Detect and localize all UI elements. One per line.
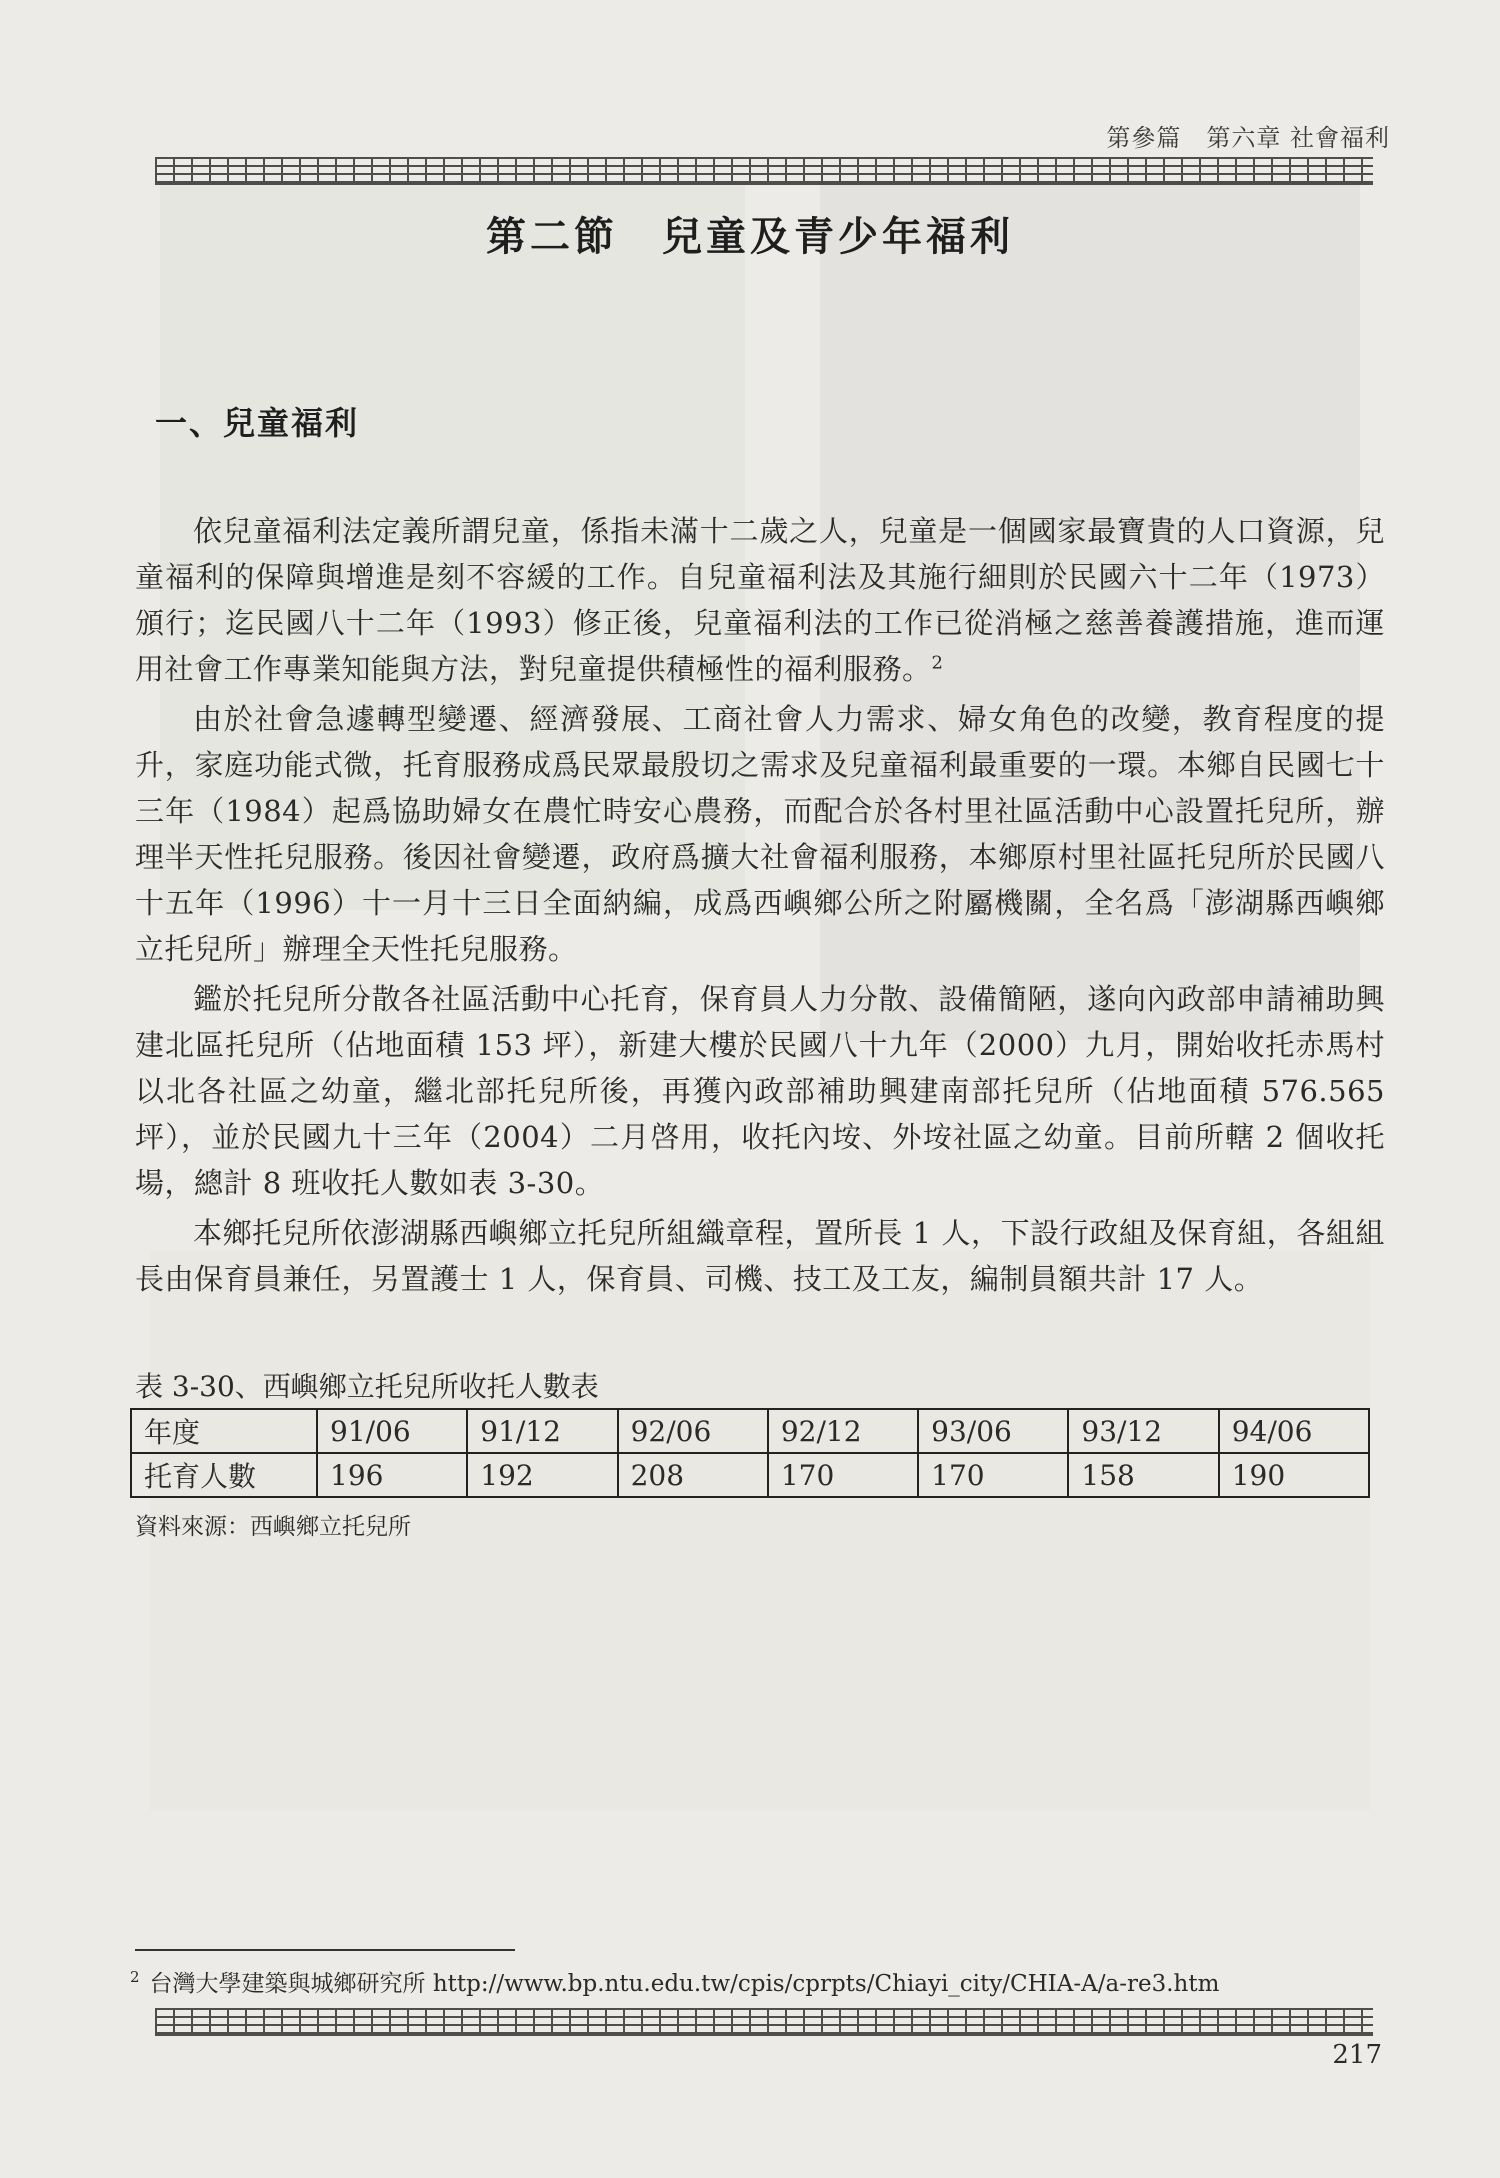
table-row <box>131 1453 1369 1497</box>
table-cell: 92/12 <box>768 1409 918 1453</box>
paragraph: 依兒童福利法定義所謂兒童，係指未滿十二歲之人，兒童是一個國家最寶貴的人口資源，兒童福利的保障與增進是刻不容緩的工作。自兒童福利法及其施行細則於民國六十二年（1973）頒行；迄民國八十二年（1993）修正後，兒童福利法的工作已從消極之慈善養護措施，進而運用社會工作專業知能與方法，對兒童提供積極性的福利服務。$^2$ <box>135 514 1385 686</box>
bottom-decorative-border <box>155 2008 1373 2036</box>
paragraph: 本鄉托兒所依澎湖縣西嶼鄉立托兒所組織章程，置所長 1 人，下設行政組及保育組，各組組長由保育員兼任，另置護士 1 人，保育員、司機、技工及工友，編制員額共計 17 人。 <box>135 1216 1385 1296</box>
table-caption: 表 3-30、西嶼鄉立托兒所收托人數表 <box>135 1370 599 1403</box>
running-head: 第參篇 第六章 社會福利 <box>1106 124 1390 152</box>
table-cell: 92/06 <box>618 1409 768 1453</box>
table-cell: 93/06 <box>918 1409 1068 1453</box>
paragraph: 由於社會急遽轉型變遷、經濟發展、工商社會人力需求、婦女角色的改變，教育程度的提升，家庭功能式微，托育服務成爲民眾最殷切之需求及兒童福利最重要的一環。本鄉自民國七十三年（1984）起爲協助婦女在農忙時安心農務，而配合於各村里社區活動中心設置托兒所，辦理半天性托兒服務。後因社會變遷，政府爲擴大社會福利服務，本鄉原村里社區托兒所於民國八十五年（1996）十一月十三日全面納編，成爲西嶼鄉公所之附屬機關，全名爲「澎湖縣西嶼鄉立托兒所」辦理全天性托兒服務。 <box>135 702 1385 966</box>
table-cell: 93/12 <box>1068 1409 1218 1453</box>
table-cell: 170 <box>918 1453 1068 1497</box>
footnote <box>130 1965 1219 1998</box>
table-cell: 192 <box>467 1453 617 1497</box>
table-cell: 94/06 <box>1219 1409 1369 1453</box>
table-cell: 208 <box>618 1453 768 1497</box>
table-cell: 158 <box>1068 1453 1218 1497</box>
table-cell: 91/06 <box>317 1409 467 1453</box>
footnote-ref: 2 <box>931 652 944 674</box>
table-row <box>131 1409 1369 1453</box>
section-title: 第二節 兒童及青少年福利 <box>486 213 1014 260</box>
page-number: 217 <box>1332 2040 1382 2070</box>
table-cell: 190 <box>1219 1453 1369 1497</box>
table-source: 資料來源：西嶼鄉立托兒所 <box>135 1514 411 1540</box>
top-decorative-border <box>155 157 1373 185</box>
enrollment-table <box>130 1408 1370 1498</box>
footnote-divider <box>135 1949 515 1951</box>
paragraph: 鑑於托兒所分散各社區活動中心托育，保育員人力分散、設備簡陋，遂向內政部申請補助興建北區托兒所（佔地面積 153 坪），新建大樓於民國八十九年（2000）九月，開始收托赤馬村以北各社區之幼童，繼北部托兒所後，再獲內政部補助興建南部托兒所（佔地面積 576.565 坪），並於民國九十三年（2004）二月啓用，收托內垵、外垵社區之幼童。目前所轄 2 個收托場，總計 8 班收托人數如表 3-30。 <box>135 982 1385 1200</box>
table-cell: 196 <box>317 1453 467 1497</box>
footnote-mark: 2 <box>130 1968 140 1987</box>
subsection-title: 一、兒童福利 <box>155 404 360 442</box>
body-text <box>135 508 1385 1306</box>
table-cell: 170 <box>768 1453 918 1497</box>
table-row-header: 托育人數 <box>131 1453 317 1497</box>
table-cell: 91/12 <box>467 1409 617 1453</box>
table-row-header: 年度 <box>131 1409 317 1453</box>
footnote-text: 台灣大學建築與城鄉研究所 http://www.bp.ntu.edu.tw/cpis/cprpts/Chiayi_city/CHIA-A/a-re3.htm <box>149 1971 1220 1997</box>
